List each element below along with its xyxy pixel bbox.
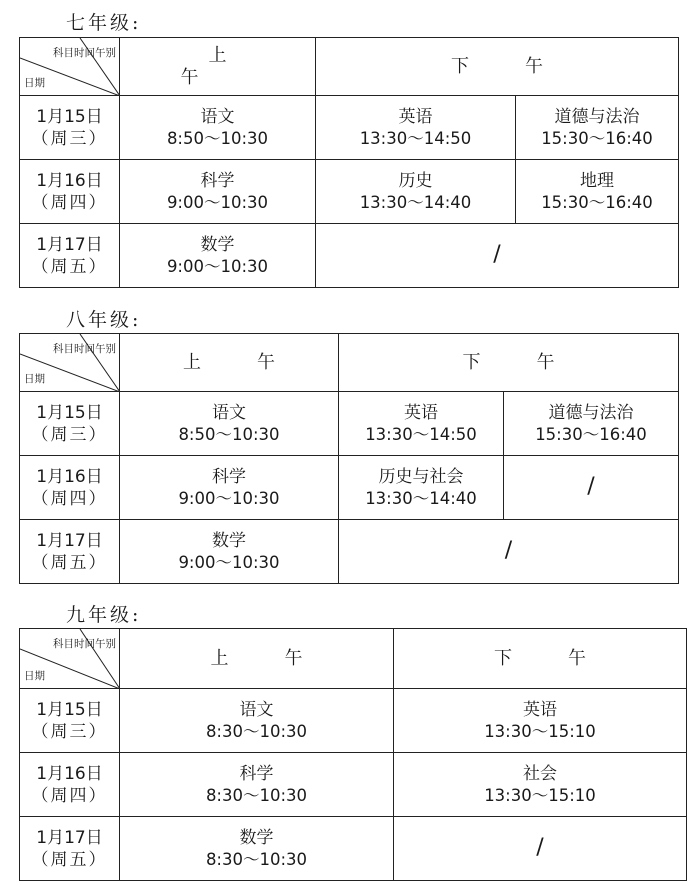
- afternoon-empty-cell: [339, 520, 679, 584]
- afternoon-exam-cell: [504, 392, 679, 456]
- time-label: 13:30～14:40: [365, 488, 477, 508]
- weekday-label: （周五）: [31, 256, 108, 277]
- morning-exam-cell: [120, 817, 394, 881]
- no-exam-slash: /: [587, 474, 595, 499]
- subject-label: 语文: [212, 402, 246, 423]
- grade-8-title: 八年级:: [66, 309, 142, 331]
- subject-label: 道德与法治: [548, 402, 634, 423]
- time-label: 9:00～10:30: [166, 192, 269, 212]
- table-row: [20, 392, 679, 456]
- time-label: 13:30～14:50: [365, 424, 477, 444]
- afternoon-empty-cell: [394, 817, 687, 881]
- date-cell: [20, 224, 120, 288]
- date-cell: [20, 160, 120, 224]
- header-row: [20, 334, 679, 392]
- subject-label: 科学: [239, 763, 274, 784]
- grade-9-schedule-table: [19, 628, 687, 881]
- time-label: 13:30～15:10: [484, 785, 596, 805]
- afternoon-exam-cell: [316, 96, 516, 160]
- time-label: 15:30～16:40: [541, 192, 653, 212]
- date-cell: [20, 817, 120, 881]
- table-row: [20, 689, 687, 753]
- header-corner-cell: [20, 38, 120, 96]
- time-label: 8:30～10:30: [205, 721, 308, 741]
- date-label: 1月16日: [36, 763, 103, 784]
- grade-7-schedule-table: [19, 37, 679, 288]
- morning-exam-cell: [120, 96, 316, 160]
- weekday-label: （周三）: [31, 424, 108, 445]
- subject-label: 语文: [200, 106, 235, 127]
- subject-label: 历史: [398, 170, 433, 191]
- header-corner-cell: [20, 629, 120, 689]
- header-row: [20, 629, 687, 689]
- subject-label: 历史与社会: [378, 466, 464, 487]
- corner-label-top: 科目时间午别: [53, 343, 116, 355]
- header-row: [20, 38, 679, 96]
- weekday-label: （周四）: [31, 488, 108, 509]
- morning-exam-cell: [120, 689, 394, 753]
- afternoon-empty-cell: [316, 224, 679, 288]
- afternoon-exam-cell: [339, 392, 504, 456]
- time-label: 15:30～16:40: [535, 424, 647, 444]
- morning-exam-cell: [120, 753, 394, 817]
- subject-label: 道德与法治: [554, 106, 640, 127]
- grade-7-title: 七年级:: [66, 12, 142, 34]
- date-cell: [20, 96, 120, 160]
- date-cell: [20, 753, 120, 817]
- time-label: 9:00～10:30: [166, 256, 269, 276]
- time-label: 9:00～10:30: [178, 552, 280, 572]
- morning-exam-cell: [120, 160, 316, 224]
- afternoon-exam-cell: [394, 753, 687, 817]
- afternoon-exam-cell: [516, 160, 679, 224]
- date-label: 1月15日: [36, 402, 103, 423]
- subject-label: 数学: [212, 530, 246, 551]
- weekday-label: （周三）: [31, 721, 108, 742]
- date-label: 1月17日: [36, 827, 103, 848]
- afternoon-header: 下午: [339, 334, 679, 392]
- date-label: 1月17日: [36, 530, 103, 551]
- no-exam-slash: /: [493, 242, 501, 267]
- afternoon-exam-cell: [339, 456, 504, 520]
- morning-header: 上午: [120, 629, 394, 689]
- grade-9-title: 九年级:: [66, 604, 142, 626]
- morning-exam-cell: [120, 224, 316, 288]
- date-cell: [20, 520, 120, 584]
- morning-header: 上午: [120, 38, 316, 96]
- table-row: [20, 753, 687, 817]
- subject-label: 社会: [523, 763, 557, 784]
- time-label: 9:00～10:30: [178, 488, 280, 508]
- table-row: [20, 520, 679, 584]
- morning-header: 上午: [120, 334, 339, 392]
- corner-label-bottom: 日期: [24, 77, 45, 89]
- time-label: 13:30～14:50: [359, 128, 472, 148]
- weekday-label: （周五）: [31, 552, 108, 573]
- time-label: 8:30～10:30: [205, 785, 308, 805]
- subject-label: 英语: [398, 106, 433, 127]
- corner-label-bottom: 日期: [24, 373, 45, 385]
- afternoon-empty-cell: [504, 456, 679, 520]
- weekday-label: （周三）: [31, 128, 108, 149]
- corner-label-top: 科目时间午别: [53, 47, 116, 59]
- corner-label-bottom: 日期: [24, 670, 45, 682]
- time-label: 15:30～16:40: [541, 128, 653, 148]
- date-label: 1月16日: [36, 466, 103, 487]
- afternoon-header: 下午: [316, 38, 679, 96]
- subject-label: 英语: [523, 699, 557, 720]
- date-cell: [20, 392, 120, 456]
- corner-label-top: 科目时间午别: [53, 638, 116, 650]
- morning-exam-cell: [120, 520, 339, 584]
- date-label: 1月15日: [36, 699, 103, 720]
- table-row: [20, 96, 679, 160]
- weekday-label: （周四）: [31, 785, 108, 806]
- date-cell: [20, 689, 120, 753]
- subject-label: 数学: [239, 827, 274, 848]
- afternoon-exam-cell: [516, 96, 679, 160]
- afternoon-exam-cell: [316, 160, 516, 224]
- time-label: 8:50～10:30: [166, 128, 269, 148]
- morning-exam-cell: [120, 456, 339, 520]
- afternoon-exam-cell: [394, 689, 687, 753]
- table-row: [20, 160, 679, 224]
- morning-exam-cell: [120, 392, 339, 456]
- subject-label: 数学: [200, 234, 235, 255]
- subject-label: 科学: [212, 466, 246, 487]
- table-row: [20, 817, 687, 881]
- subject-label: 地理: [580, 170, 614, 191]
- table-row: [20, 456, 679, 520]
- date-label: 1月16日: [36, 170, 103, 191]
- subject-label: 科学: [200, 170, 235, 191]
- header-corner-cell: [20, 334, 120, 392]
- no-exam-slash: /: [536, 835, 544, 860]
- date-cell: [20, 456, 120, 520]
- grade-8-schedule-table: [19, 333, 679, 584]
- time-label: 8:30～10:30: [205, 849, 308, 869]
- date-label: 1月17日: [36, 234, 103, 255]
- date-label: 1月15日: [36, 106, 103, 127]
- time-label: 8:50～10:30: [178, 424, 280, 444]
- afternoon-header: 下午: [394, 629, 687, 689]
- weekday-label: （周五）: [31, 849, 108, 870]
- table-row: [20, 224, 679, 288]
- weekday-label: （周四）: [31, 192, 108, 213]
- subject-label: 语文: [239, 699, 274, 720]
- subject-label: 英语: [404, 402, 438, 423]
- no-exam-slash: /: [504, 538, 513, 563]
- time-label: 13:30～14:40: [359, 192, 472, 212]
- time-label: 13:30～15:10: [484, 721, 596, 741]
